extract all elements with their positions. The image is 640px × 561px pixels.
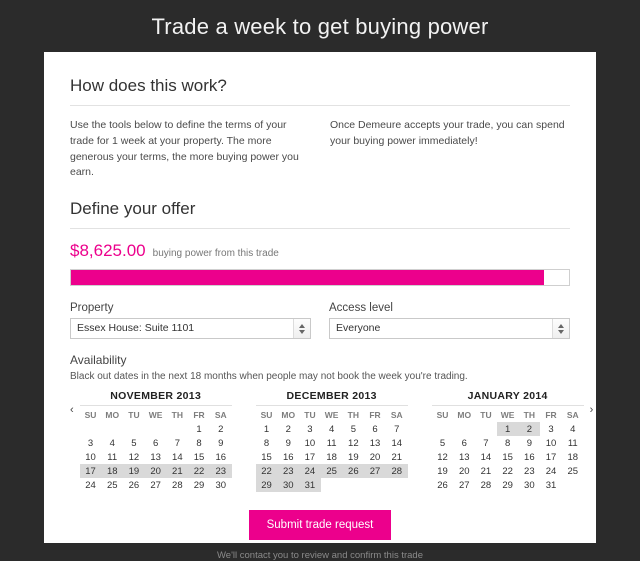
calendar-day[interactable]: 19 [437, 465, 448, 477]
calendar-week-row [256, 422, 408, 436]
calendar-week-row [432, 450, 584, 464]
calendar-day[interactable]: 14 [172, 451, 183, 463]
calendar-day-blacked-out[interactable]: 30 [277, 478, 299, 492]
calendar-prev-icon[interactable]: ‹ [70, 404, 74, 416]
calendar-day[interactable]: 20 [458, 465, 470, 477]
buying-power-amount: $8,625.00 [70, 241, 146, 260]
access-level-label: Access level [329, 302, 393, 314]
page-title: Trade a week to get buying power [151, 14, 489, 39]
calendar-weekday-header: SA [566, 410, 579, 420]
submit-area [70, 510, 570, 561]
calendar-weekday-header: TU [480, 410, 492, 420]
intro-text-left: Use the tools below to define the terms of your trade for 1 week at your property. The more generous your terms, the more buying power you earn. [70, 119, 299, 179]
property-field [70, 302, 311, 339]
calendar-weekday-header: SU [436, 410, 449, 420]
calendar-day[interactable]: 21 [391, 451, 403, 463]
calendar-week-row [432, 478, 584, 492]
calendar-weekday-header: FR [369, 410, 381, 420]
access-level-select-value: Everyone [336, 322, 381, 334]
calendar-day-blacked-out[interactable]: 22 [256, 464, 278, 478]
calendar-day[interactable]: 11 [107, 451, 118, 463]
calendar-day[interactable]: 20 [369, 451, 381, 463]
calendar-day[interactable]: 17 [545, 451, 557, 463]
calendar-day[interactable]: 31 [545, 479, 557, 491]
calendar-day-blacked-out[interactable]: 27 [364, 464, 386, 478]
calendar-day[interactable]: 15 [261, 451, 272, 463]
calendar-grid [256, 408, 408, 492]
calendar-day[interactable]: 8 [504, 437, 511, 449]
calendar-day[interactable]: 8 [196, 437, 202, 449]
calendar-day[interactable]: 6 [372, 423, 378, 435]
calendar-day[interactable]: 23 [524, 465, 535, 477]
calendar-day-blacked-out[interactable]: 24 [299, 464, 321, 478]
calendar-day[interactable]: 4 [328, 423, 335, 435]
calendar-day-blacked-out[interactable]: 2 [518, 422, 540, 436]
calendar-empty-cell [562, 478, 584, 492]
calendar-day[interactable]: 9 [526, 437, 532, 449]
calendar-day-blacked-out[interactable]: 23 [210, 464, 232, 478]
calendar-day-blacked-out[interactable]: 28 [386, 464, 408, 478]
slider-fill [71, 270, 544, 285]
calendar-weekday-header: MO [105, 410, 120, 420]
calendar-day[interactable]: 3 [307, 423, 313, 435]
calendar-day[interactable]: 27 [150, 479, 161, 491]
calendar-day-blacked-out[interactable]: 18 [101, 464, 123, 478]
calendar-day[interactable]: 12 [437, 451, 448, 463]
calendar-day[interactable]: 1 [196, 423, 202, 435]
calendar-day[interactable]: 9 [285, 437, 291, 449]
calendar-day[interactable]: 10 [304, 437, 316, 449]
calendar-weekday-header: MO [281, 410, 296, 420]
calendar-day[interactable]: 7 [394, 423, 400, 435]
calendar-day[interactable]: 2 [285, 423, 291, 435]
calendar-weekday-header: FR [545, 410, 557, 420]
calendar-next-icon[interactable]: › [589, 404, 594, 416]
calendar-week-row [80, 478, 232, 492]
property-label: Property [70, 302, 114, 314]
calendar-day[interactable]: 14 [391, 437, 403, 449]
calendar-day-blacked-out[interactable]: 17 [80, 464, 102, 478]
calendar-empty-cell [321, 478, 343, 492]
offer-fields [70, 302, 570, 339]
calendar-day[interactable]: 6 [152, 437, 159, 449]
calendar-day[interactable]: 13 [458, 451, 470, 463]
calendar-day[interactable]: 3 [548, 423, 554, 435]
how-does-this-work-heading: How does this work? [70, 76, 570, 106]
calendar-week-row [80, 450, 232, 464]
calendar-day[interactable]: 11 [326, 437, 337, 449]
calendar-week-row [80, 436, 232, 450]
calendar-day[interactable]: 5 [350, 423, 356, 435]
calendar-empty-cell [432, 422, 454, 436]
calendar-area [70, 390, 594, 492]
calendar-grid [432, 408, 584, 492]
calendar-empty-cell [475, 422, 497, 436]
property-select-value: Essex House: Suite 1101 [77, 322, 195, 334]
calendar-day-blacked-out[interactable]: 25 [321, 464, 343, 478]
property-select[interactable] [70, 318, 311, 339]
calendar-week-row [432, 436, 584, 450]
calendar-day[interactable]: 7 [483, 437, 489, 449]
calendar-day-blacked-out[interactable]: 1 [497, 422, 519, 436]
calendar-week-row [256, 478, 408, 492]
calendar-month [256, 390, 408, 492]
calendar-day-blacked-out[interactable]: 19 [123, 464, 145, 478]
calendar-weekday-header: TH [347, 410, 359, 420]
calendar-week-row [256, 450, 408, 464]
calendar-day[interactable]: 13 [150, 451, 161, 463]
calendar-weekday-header: WE [148, 410, 163, 420]
calendar-day[interactable]: 12 [128, 451, 140, 463]
calendar-weekday-header: WE [324, 410, 339, 420]
calendar-day[interactable]: 24 [85, 479, 96, 491]
calendar-day[interactable]: 22 [502, 465, 513, 477]
calendar-day[interactable]: 8 [263, 437, 270, 449]
calendar-day[interactable]: 12 [348, 437, 359, 449]
calendar-day[interactable]: 9 [218, 437, 224, 449]
submit-trade-request-button[interactable]: Submit trade request [249, 510, 392, 540]
calendar-month [432, 390, 584, 492]
chevron-updown-icon [293, 319, 310, 338]
calendar-week-row [432, 464, 584, 478]
calendar-weekday-header: SA [390, 410, 403, 420]
access-level-select[interactable] [329, 318, 570, 339]
calendar-month [80, 390, 232, 492]
buying-power-note: buying power from this trade [152, 248, 279, 259]
calendar-day[interactable]: 29 [193, 479, 205, 491]
calendar-week-row [256, 464, 408, 478]
calendar-weekday-header: SU [84, 410, 97, 420]
calendar-day-blacked-out[interactable]: 21 [166, 464, 188, 478]
calendar-day[interactable]: 5 [439, 437, 446, 449]
chevron-updown-icon [552, 319, 569, 338]
calendar-day[interactable]: 10 [85, 451, 96, 463]
calendar-weekday-header: TU [304, 410, 316, 420]
access-level-field [329, 302, 570, 339]
calendar-empty-cell [453, 422, 475, 436]
calendar-empty-cell [364, 478, 386, 492]
calendar-empty-cell [123, 422, 145, 436]
calendar-day[interactable]: 2 [218, 423, 224, 435]
calendar-week-row [432, 422, 584, 436]
calendar-weekday-header: SA [214, 410, 227, 420]
calendar-day[interactable]: 25 [567, 465, 579, 477]
calendar-day-blacked-out[interactable]: 29 [256, 478, 278, 492]
calendar-week-row [80, 422, 232, 436]
calendar-day[interactable]: 10 [545, 437, 557, 449]
calendar-day-blacked-out[interactable]: 26 [342, 464, 364, 478]
calendar-day[interactable]: 13 [369, 437, 381, 449]
define-your-offer-heading: Define your offer [70, 199, 570, 229]
calendar-day[interactable]: 30 [215, 479, 227, 491]
calendar-day[interactable]: 19 [348, 451, 359, 463]
calendar-empty-cell [386, 478, 408, 492]
calendar-day[interactable]: 16 [524, 451, 535, 463]
calendar-day[interactable]: 15 [193, 451, 205, 463]
calendar-week-row [80, 464, 232, 478]
calendar-empty-cell [80, 422, 102, 436]
calendar-month-title: DECEMBER 2013 [256, 390, 408, 406]
intro-text-right: Once Demeure accepts your trade, you can spend your buying power immediately! [330, 119, 565, 147]
calendar-month-title: JANUARY 2014 [432, 390, 584, 406]
calendar-day[interactable]: 17 [304, 451, 316, 463]
calendar-weekday-header: WE [500, 410, 515, 420]
calendar-empty-cell [101, 422, 123, 436]
calendar-day[interactable]: 25 [106, 479, 118, 491]
calendar-day[interactable]: 11 [567, 437, 578, 449]
calendar-day[interactable]: 18 [567, 451, 579, 463]
calendar-day-blacked-out[interactable]: 22 [188, 464, 210, 478]
calendar-month-title: NOVEMBER 2013 [80, 390, 232, 406]
calendar-day[interactable]: 1 [263, 423, 270, 435]
calendar-day[interactable]: 26 [437, 479, 448, 491]
calendar-empty-cell [342, 478, 364, 492]
calendar-weekday-header: TH [171, 410, 183, 420]
calendar-day[interactable]: 21 [480, 465, 492, 477]
trade-card [44, 52, 596, 561]
submit-note: We'll contact you to review and confirm this trade [217, 550, 423, 561]
availability-note: Black out dates in the next 18 months when people may not book the week you're trading. [70, 371, 468, 382]
calendar-day[interactable]: 24 [545, 465, 557, 477]
calendar-day[interactable]: 4 [109, 437, 115, 449]
calendar-day[interactable]: 28 [480, 479, 492, 491]
calendar-day[interactable]: 28 [172, 479, 183, 491]
calendar-weekday-header: SU [260, 410, 273, 420]
calendar-day[interactable]: 14 [480, 451, 492, 463]
calendar-empty-cell [166, 422, 188, 436]
calendar-weekday-header: FR [193, 410, 205, 420]
price-row [70, 241, 570, 261]
calendar-months [80, 390, 584, 492]
calendar-weekday-header: TU [128, 410, 140, 420]
availability-heading: Availability [70, 353, 127, 367]
calendar-day[interactable]: 16 [282, 451, 294, 463]
calendar-day[interactable]: 4 [570, 423, 576, 435]
calendar-weekday-header: TH [523, 410, 535, 420]
calendar-day[interactable]: 18 [326, 451, 337, 463]
calendar-day[interactable]: 26 [128, 479, 140, 491]
calendar-day[interactable]: 30 [524, 479, 535, 491]
intro-columns [70, 118, 570, 181]
calendar-day-blacked-out[interactable]: 20 [145, 464, 167, 478]
calendar-day[interactable]: 15 [502, 451, 513, 463]
buying-power-slider[interactable] [70, 269, 570, 286]
calendar-day[interactable]: 3 [87, 437, 94, 449]
calendar-day-blacked-out[interactable]: 31 [299, 478, 321, 492]
calendar-day[interactable]: 29 [502, 479, 513, 491]
calendar-weekday-header: MO [457, 410, 472, 420]
calendar-grid [80, 408, 232, 492]
calendar-day-blacked-out[interactable]: 23 [277, 464, 299, 478]
calendar-day[interactable]: 5 [131, 437, 137, 449]
calendar-day[interactable]: 27 [458, 479, 470, 491]
calendar-day[interactable]: 6 [461, 437, 467, 449]
calendar-empty-cell [145, 422, 167, 436]
calendar-week-row [256, 436, 408, 450]
calendar-day[interactable]: 16 [215, 451, 227, 463]
calendar-day[interactable]: 7 [174, 437, 180, 449]
